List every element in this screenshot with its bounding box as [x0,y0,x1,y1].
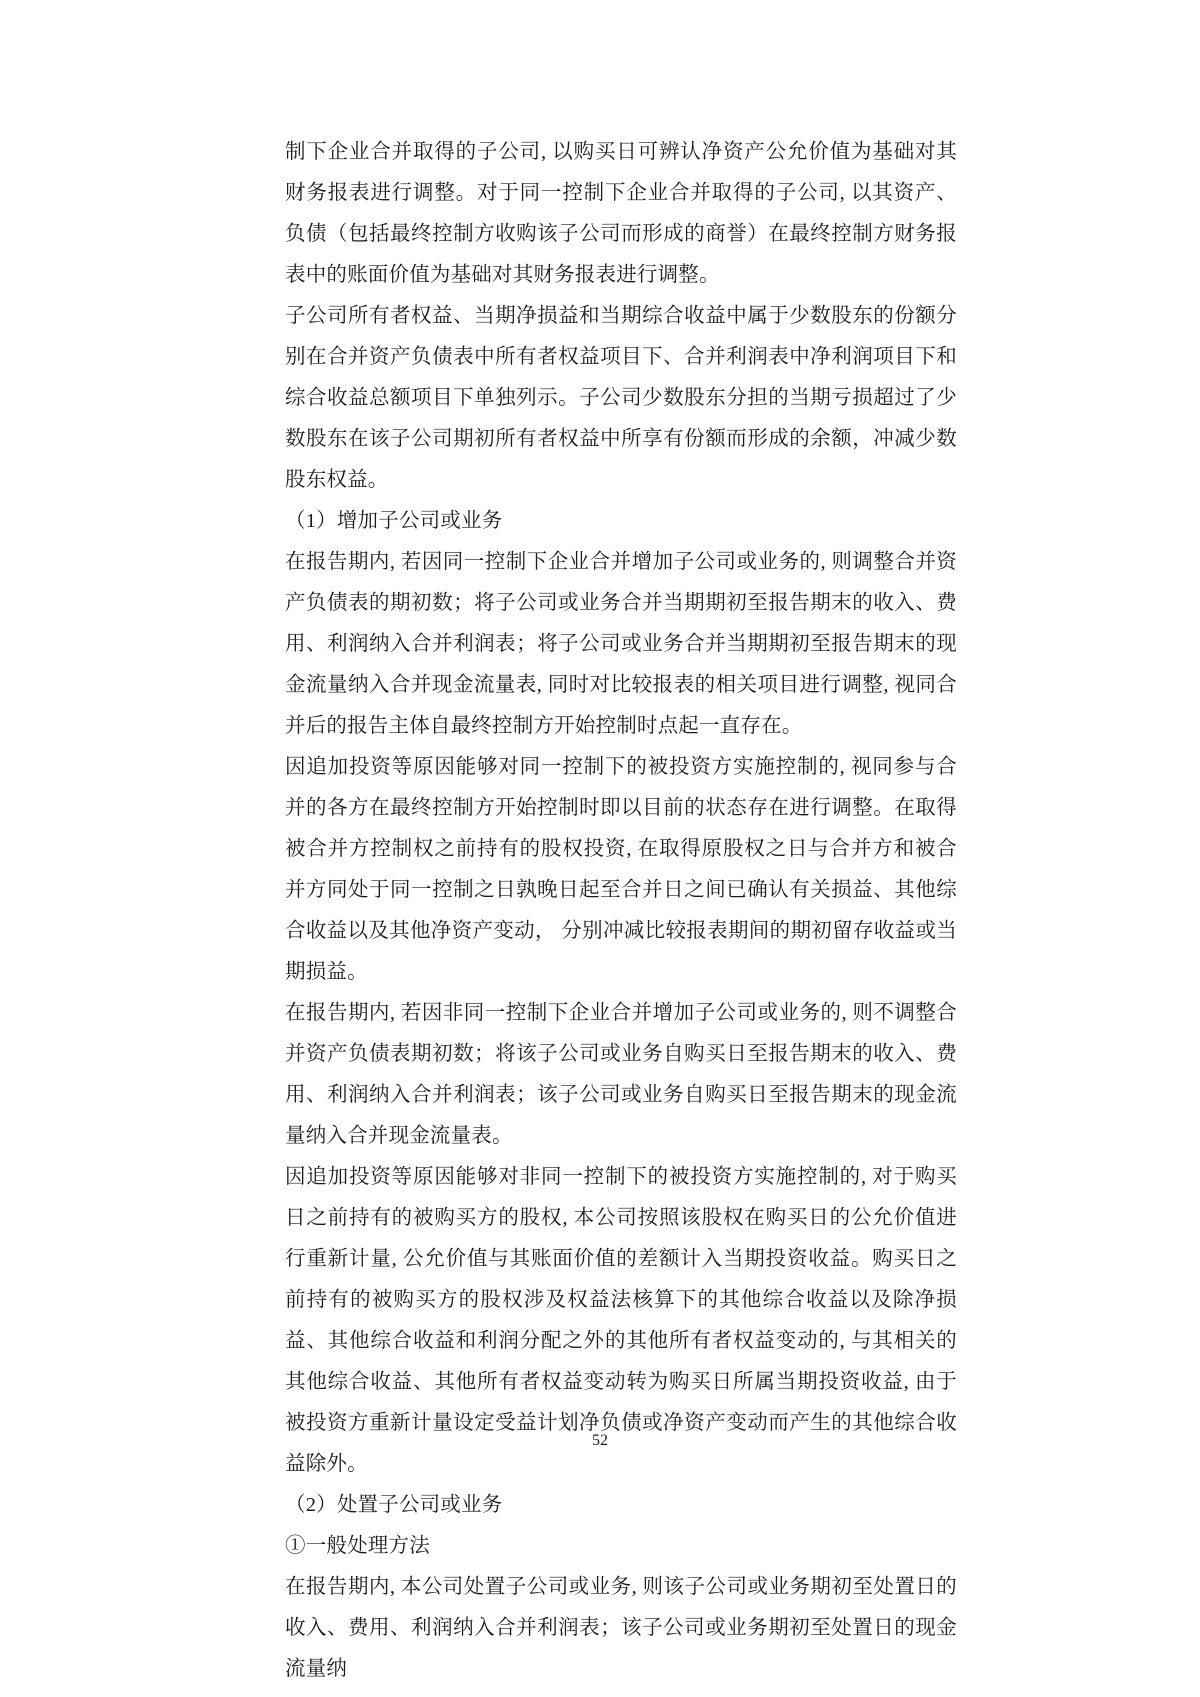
paragraph: 因追加投资等原因能够对同一控制下的被投资方实施控制的, 视同参与合并的各方在最终控制方开始控制时即以目前的状态存在进行调整。在取得被合并方控制权之前持有的股权投资, 在取得原股权之日与合并方和被合并方同处于同一控制之日孰晚日起至合并日之间已确认有关损益、其他综合收益以及其他净资产变动， 分别冲减比较报表期间的期初留存收益或当期损益。 [285,756,957,983]
paragraph: 制下企业合并取得的子公司, 以购买日可辨认净资产公允价值为基础对其财务报表进行调整。对于同一控制下企业合并取得的子公司, 以其资产、负债（包括最终控制方收购该子公司而形成的商誉）在最终控制方财务报表中的账面价值为基础对其财务报表进行调整。 [285,141,957,286]
page-number: 52 [592,1432,608,1449]
page-body-text [285,132,957,1690]
paragraph: （1）增加子公司或业务 [285,510,503,532]
paragraph: ①一般处理方法 [285,1535,430,1557]
paragraph: （2）处置子公司或业务 [285,1494,503,1516]
paragraph: 在报告期内, 若因非同一控制下企业合并增加子公司或业务的, 则不调整合并资产负债表期初数；将该子公司或业务自购买日至报告期末的收入、费用、利润纳入合并利润表；该子公司或业务自购买日至报告期末的现金流量纳入合并现金流量表。 [285,1002,957,1147]
paragraph: 因追加投资等原因能够对非同一控制下的被投资方实施控制的, 对于购买日之前持有的被购买方的股权, 本公司按照该股权在购买日的公允价值进行重新计量, 公允价值与其账面价值的差额计入当期投资收益。购买日之前持有的被购买方的股权涉及权益法核算下的其他综合收益以及除净损益、其他综合收益和利润分配之外的其他所有者权益变动的, 与其相关的其他综合收益、其他所有者权益变动转为购买日所属当期投资收益, 由于被投资方重新计量设定受益计划净负债或净资产变动而产生的其他综合收益除外。 [285,1166,957,1475]
paragraph: 子公司所有者权益、当期净损益和当期综合收益中属于少数股东的份额分别在合并资产负债表中所有者权益项目下、合并利润表中净利润项目下和综合收益总额项目下单独列示。子公司少数股东分担的当期亏损超过了少数股东在该子公司期初所有者权益中所享有份额而形成的余额，冲减少数股东权益。 [285,305,957,491]
paragraph: 在报告期内, 本公司处置子公司或业务, 则该子公司或业务期初至处置日的收入、费用、利润纳入合并利润表；该子公司或业务期初至处置日的现金流量纳 [285,1576,957,1680]
paragraph: 在报告期内, 若因同一控制下企业合并增加子公司或业务的, 则调整合并资产负债表的期初数；将子公司或业务合并当期期初至报告期末的收入、费用、利润纳入合并利润表；将子公司或业务合并当期期初至报告期末的现金流量纳入合并现金流量表, 同时对比较报表的相关项目进行调整, 视同合并后的报告主体自最终控制方开始控制时点起一直存在。 [285,551,957,737]
